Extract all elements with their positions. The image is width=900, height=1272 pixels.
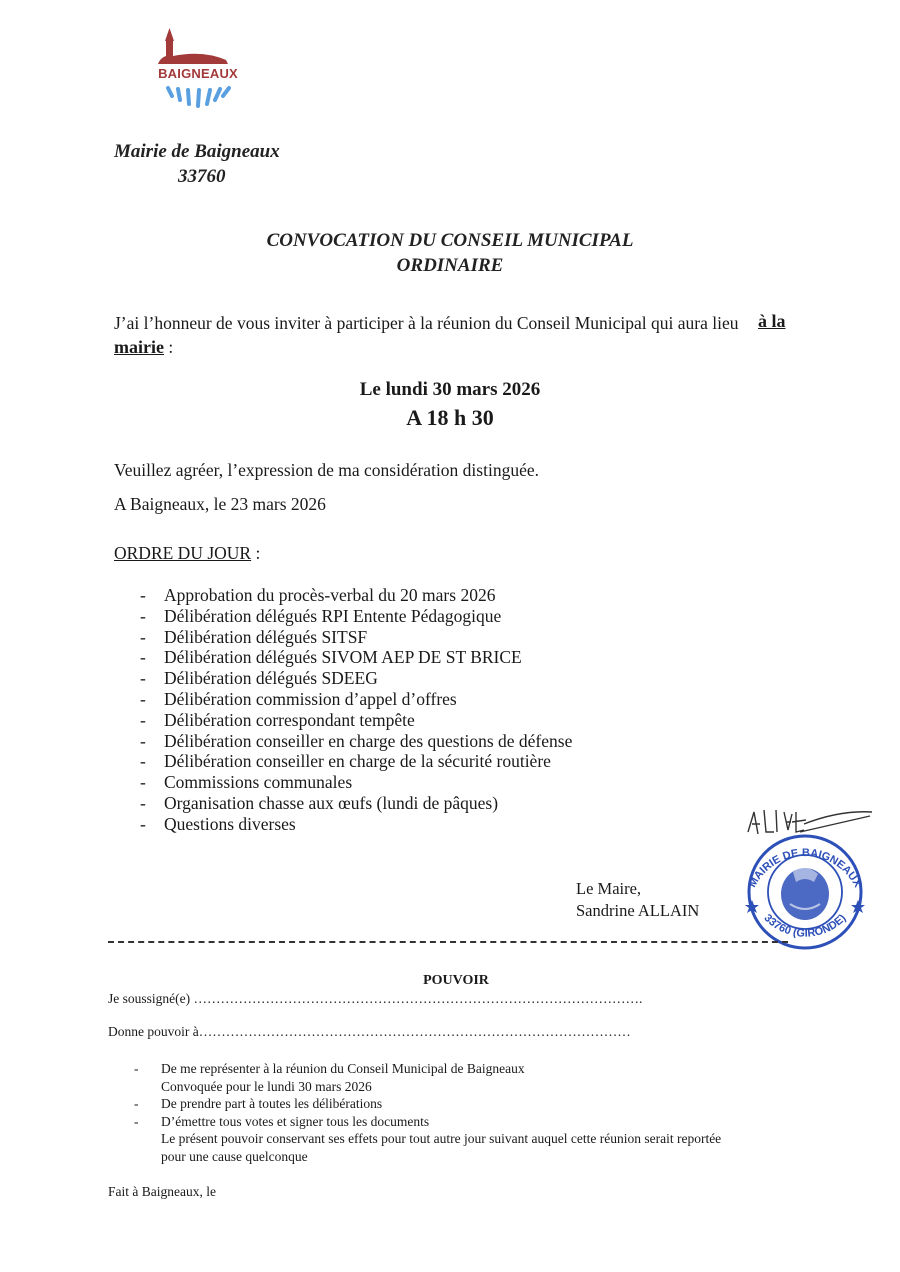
proxy-signed-at: Fait à Baigneaux, le [108,1184,216,1199]
cut-line-divider [108,941,788,943]
list-item: - Délibération délégués RPI Entente Pédagogique [140,605,502,626]
postal-code: 33760 [178,166,226,187]
agenda-heading: ORDRE DU JOUR [114,543,252,563]
intro-text: J’ai l’honneur de vous inviter à participer à la réunion du Conseil Municipal qui aura lieu [114,313,739,333]
list-item: - Commissions communales [140,772,353,793]
list-item: - Questions diverses [140,813,296,834]
list-item: - Approbation du procès-verbal du 20 mars 2026 [140,585,496,605]
stamp-text-top: MAIRIE DE BAIGNEAUX [746,847,864,890]
list-item: - Délibération correspondant tempête [140,709,415,730]
document-title: CONVOCATION DU CONSEIL MUNICIPAL [266,230,634,251]
coat-of-arms-icon [781,867,829,920]
proxy-undersigned-field: Je soussigné(e) ………………………………………………………………………………………. [108,991,643,1006]
meeting-time: A 18 h 30 [406,405,494,430]
signature-role: Le Maire, [576,879,642,898]
agenda-heading-line [114,543,260,564]
document-subtitle: ORDINAIRE [396,255,504,276]
stamp-text-bottom: 33760 (GIRONDE) [761,912,849,940]
proxy-title: POUVOIR [423,973,489,988]
intro-location-part2: mairie [114,337,164,357]
agenda-list [134,585,572,835]
intro-colon: : [163,337,174,357]
list-item: - De prendre part à toutes les délibérations [134,1096,383,1111]
agenda-heading-colon: : [251,543,261,563]
list-item: - Délibération conseiller en charge de la sécurité routière [140,751,551,772]
proxy-list [132,1060,721,1165]
mairie-name: Mairie de Baigneaux [114,141,280,162]
list-item: - Délibération délégués SIVOM AEP DE ST BRICE [140,647,522,668]
list-item: - Délibération commission d’appel d’offres [140,688,457,709]
list-item: - Organisation chasse aux œufs (lundi de pâques) [140,792,499,813]
list-item: - D’émettre tous votes et signer tous les documents Le présent pouvoir conservant ses effets pour tout autre jour suivant auquel cette réunion serait reportée pour une cause quelconque [134,1113,722,1164]
intro-line2 [114,337,173,358]
place-date: A Baigneaux, le 23 mars 2026 [114,494,326,514]
signature-scribble-icon [748,810,872,834]
list-item: - Délibération délégués SITSF [140,626,368,647]
list-item: - Délibération conseiller en charge des questions de défense [140,730,573,751]
meeting-date: Le lundi 30 mars 2026 [359,379,541,400]
church-icon [158,28,228,64]
mayor-stamp [730,802,880,952]
list-item: - Délibération délégués SDEEG [140,668,378,689]
intro-location-part1: à la [758,311,786,331]
list-item: - De me représenter à la réunion du Conseil Municipal de Baigneaux Convoquée pour le lundi 30 mars 2026 [134,1061,525,1094]
greeting: Veuillez agréer, l’expression de ma considération distinguée. [114,460,539,480]
proxy-grantee-field: Donne pouvoir à…………………………………………………………………………………… [108,1024,631,1039]
signature-name: Sandrine ALLAIN [576,901,700,920]
rays-icon [168,88,229,106]
logo-text: BAIGNEAUX [158,66,238,81]
